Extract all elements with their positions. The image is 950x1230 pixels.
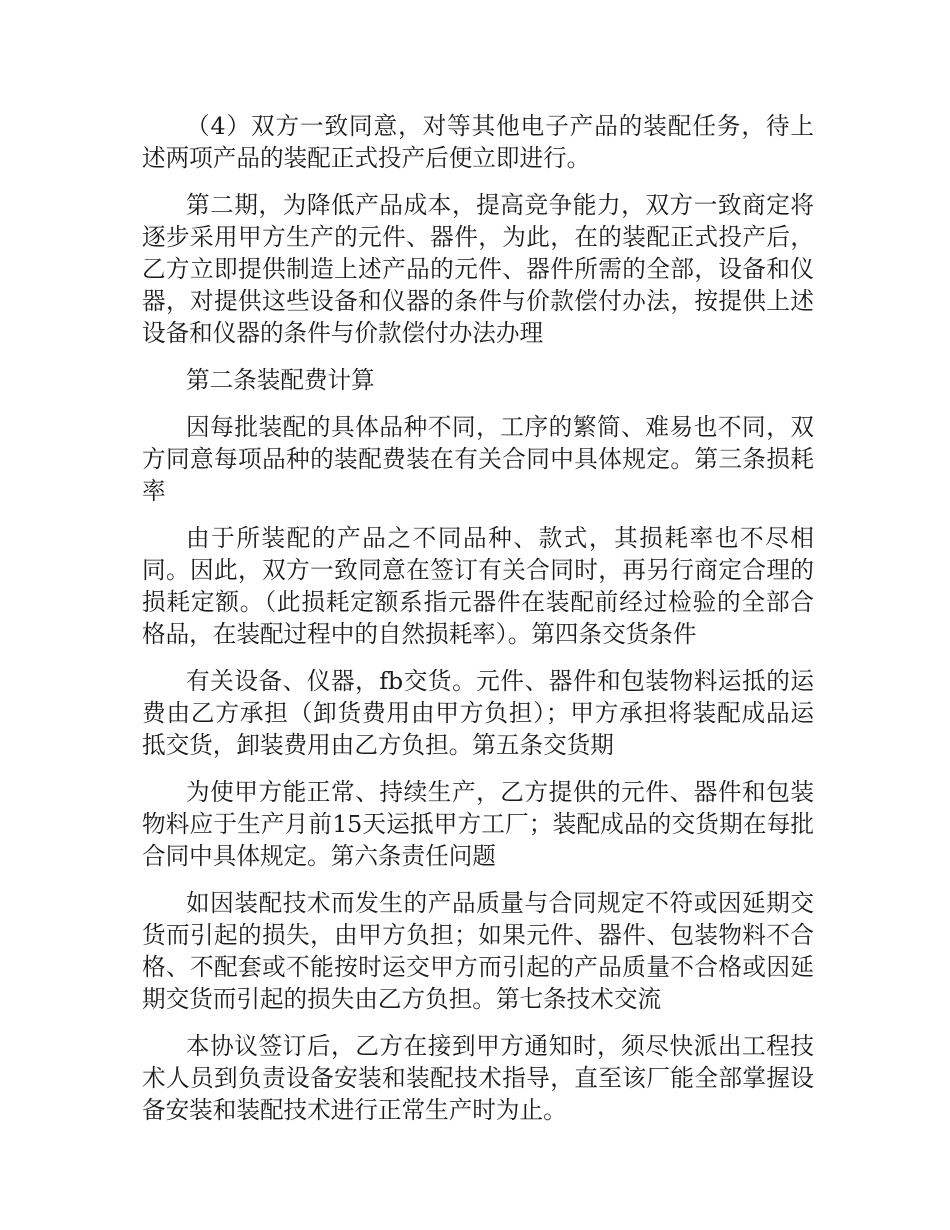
paragraph-3: 因每批装配的具体品种不同，工序的繁简、难易也不同，双方同意每项品种的装配费装在有关合同中具体规定。第三条损耗率: [142, 413, 814, 505]
section-heading-2: 第二条装配费计算: [186, 366, 375, 394]
paragraph-4: 由于所装配的产品之不同品种、款式，其损耗率也不尽相同。因此，双方一致同意在签订有关合同时，再另行商定合理的损耗定额。（此损耗定额系指元器件在装配前经过检验的全部合格品，在装配过程中的自然损耗率）。第四条交货条件: [142, 524, 814, 648]
paragraph-8: 本协议签订后，乙方在接到甲方通知时，须尽快派出工程技术人员到负责设备安装和装配技术指导，直至该厂能全部掌握设备安装和装配技术进行正常生产时为止。: [142, 1032, 814, 1124]
paragraph-2: 第二期，为降低产品成本，提高竞争能力，双方一致商定将逐步采用甲方生产的元件、器件，为此，在的装配正式投产后，乙方立即提供制造上述产品的元件、器件所需的全部，设备和仪器，对提供这些设备和仪器的条件与价款偿付办法，按提供上述设备和仪器的条件与价款偿付办法办理: [142, 191, 814, 347]
paragraph-5: 有关设备、仪器，fb交货。元件、器件和包装物料运抵的运费由乙方承担（卸货费用由甲方负担）；甲方承担将装配成品运抵交货，卸装费用由乙方负担。第五条交货期: [142, 667, 814, 759]
paragraph-7: 如因装配技术而发生的产品质量与合同规定不符或因延期交货而引起的损失，由甲方负担；如果元件、器件、包装物料不合格、不配套或不能按时运交甲方而引起的产品质量不合格或因延期交货而引起的损失由乙方负担。第七条技术交流: [142, 889, 814, 1013]
paragraph-1: （4）双方一致同意，对等其他电子产品的装配任务，待上述两项产品的装配正式投产后便立即进行。: [142, 112, 814, 172]
document-body: [142, 110, 814, 1141]
paragraph-6: 为使甲方能正常、持续生产，乙方提供的元件、器件和包装物料应于生产月前15天运抵甲方工厂；装配成品的交货期在每批合同中具体规定。第六条责任问题: [142, 778, 814, 870]
